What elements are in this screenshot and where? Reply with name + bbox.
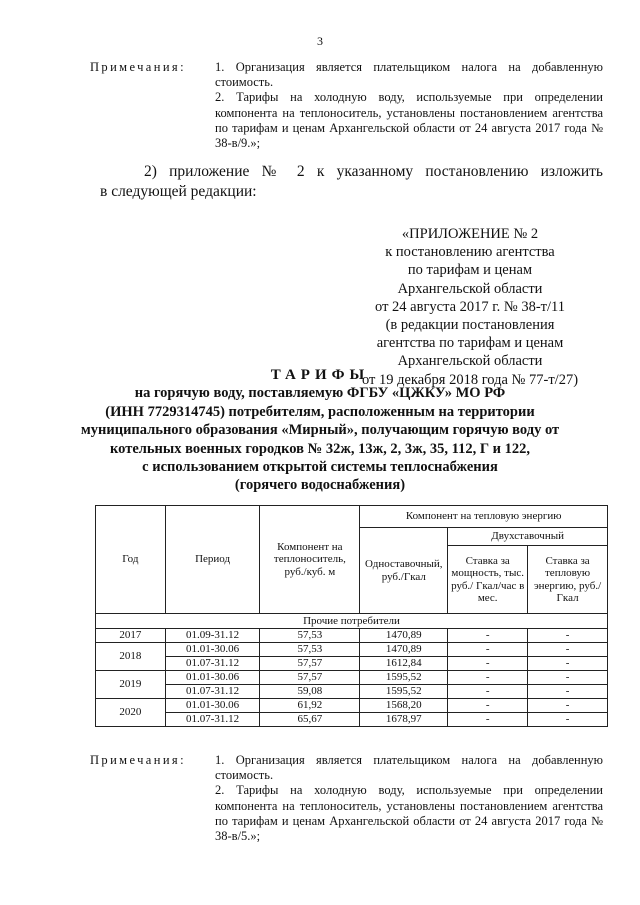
notes-label-top: Примечания: bbox=[90, 60, 186, 74]
header-energy-rate: Ставка за тепловую энергию, руб./Гкал bbox=[528, 546, 608, 614]
cell-energy-rate: - bbox=[528, 671, 608, 685]
header-energy: Компонент на тепловую энергию bbox=[360, 506, 608, 528]
cell-period: 01.07-31.12 bbox=[165, 685, 260, 699]
cell-year: 2019 bbox=[96, 671, 166, 699]
table-row bbox=[96, 643, 608, 657]
amendment-line-1: 2) приложение № 2 к указанному постановлению изложить bbox=[144, 163, 603, 180]
cell-single: 1612,84 bbox=[360, 657, 448, 671]
table-row bbox=[96, 713, 608, 727]
tariffs-table bbox=[95, 505, 608, 727]
table-row bbox=[96, 657, 608, 671]
cell-carrier: 57,53 bbox=[260, 643, 360, 657]
appendix-line: (в редакции постановления bbox=[385, 317, 555, 334]
cell-capacity: - bbox=[448, 671, 528, 685]
cell-energy-rate: - bbox=[528, 643, 608, 657]
header-capacity: Ставка за мощность, тыс. руб./ Гкал/час в мес. bbox=[448, 546, 528, 614]
notes-top bbox=[215, 60, 603, 151]
document-title bbox=[60, 366, 580, 495]
cell-single: 1470,89 bbox=[360, 643, 448, 657]
amendment-line-2: в следующей редакции: bbox=[100, 183, 257, 200]
cell-period: 01.09-31.12 bbox=[165, 629, 260, 643]
cell-year: 2017 bbox=[96, 629, 166, 643]
cell-capacity: - bbox=[448, 713, 528, 727]
appendix-line: от 24 августа 2017 г. № 38-т/11 bbox=[375, 298, 565, 315]
cell-capacity: - bbox=[448, 657, 528, 671]
cell-carrier: 57,57 bbox=[260, 671, 360, 685]
cell-period: 01.07-31.12 bbox=[165, 713, 260, 727]
amendment-item-2 bbox=[100, 162, 603, 202]
cell-single: 1568,20 bbox=[360, 699, 448, 713]
page-number: 3 bbox=[317, 34, 323, 48]
note-item: 1. Организация является плательщиком налога на добавленную стоимость. bbox=[215, 60, 603, 90]
table-row bbox=[96, 685, 608, 699]
cell-carrier: 57,53 bbox=[260, 629, 360, 643]
cell-capacity: - bbox=[448, 685, 528, 699]
appendix-line: по тарифам и ценам bbox=[407, 262, 533, 279]
notes-bottom bbox=[215, 753, 603, 844]
title-line: муниципального образования «Мирный», получающим горячую воду от bbox=[80, 422, 560, 439]
cell-year: 2020 bbox=[96, 699, 166, 727]
cell-energy-rate: - bbox=[528, 657, 608, 671]
header-carrier: Компонент на теплоноситель, руб./куб. м bbox=[260, 506, 360, 614]
note-item: 2. Тарифы на холодную воду, используемые при определении компонента на теплоноситель, установлены постановлением агентства по тарифам и ценам Архангельской области от 24 августа 2017 года № 38-в/9.»; bbox=[215, 90, 603, 151]
title-line: на горячую воду, поставляемую ФГБУ «ЦЖКУ» МО РФ bbox=[134, 385, 506, 402]
cell-energy-rate: - bbox=[528, 713, 608, 727]
section-row: Прочие потребители bbox=[96, 614, 608, 629]
appendix-heading bbox=[340, 225, 600, 389]
cell-carrier: 61,92 bbox=[260, 699, 360, 713]
appendix-line: Архангельской области bbox=[397, 280, 543, 297]
appendix-line: агентства по тарифам и ценам bbox=[376, 335, 564, 352]
appendix-line: от 19 декабря 2018 года № 77-т/27) bbox=[361, 371, 579, 388]
cell-period: 01.01-30.06 bbox=[165, 643, 260, 657]
title-line: с использованием открытой системы теплоснабжения bbox=[142, 459, 498, 476]
note-item: 2. Тарифы на холодную воду, используемые при определении компонента на теплоноситель, установлены постановлением агентства по тарифам и ценам Архангельской области от 24 августа 2017 года № 38-в/5.»; bbox=[215, 783, 603, 844]
header-double: Двухставочный bbox=[448, 528, 608, 546]
cell-capacity: - bbox=[448, 699, 528, 713]
cell-carrier: 65,67 bbox=[260, 713, 360, 727]
cell-period: 01.07-31.12 bbox=[165, 657, 260, 671]
cell-carrier: 57,57 bbox=[260, 657, 360, 671]
appendix-line: к постановлению агентства bbox=[385, 244, 555, 261]
cell-carrier: 59,08 bbox=[260, 685, 360, 699]
cell-capacity: - bbox=[448, 643, 528, 657]
title-heading: ТАРИФЫ bbox=[270, 367, 370, 383]
notes-label-bottom: Примечания: bbox=[90, 753, 186, 767]
table-row bbox=[96, 671, 608, 685]
title-line: котельных военных городков № 32ж, 13ж, 2, 3ж, 35, 112, Г и 122, bbox=[109, 440, 531, 457]
header-period: Период bbox=[165, 506, 260, 614]
cell-period: 01.01-30.06 bbox=[165, 699, 260, 713]
title-line: (горячего водоснабжения) bbox=[234, 477, 406, 494]
note-item: 1. Организация является плательщиком налога на добавленную стоимость. bbox=[215, 753, 603, 783]
cell-single: 1595,52 bbox=[360, 685, 448, 699]
cell-single: 1470,89 bbox=[360, 629, 448, 643]
header-year: Год bbox=[96, 506, 166, 614]
appendix-line: «ПРИЛОЖЕНИЕ № 2 bbox=[401, 226, 539, 242]
title-line: (ИНН 7729314745) потребителям, расположенным на территории bbox=[105, 403, 535, 420]
cell-single: 1678,97 bbox=[360, 713, 448, 727]
appendix-line: Архангельской области bbox=[397, 353, 543, 370]
cell-energy-rate: - bbox=[528, 629, 608, 643]
cell-energy-rate: - bbox=[528, 699, 608, 713]
table-row bbox=[96, 699, 608, 713]
table-row bbox=[96, 629, 608, 643]
cell-energy-rate: - bbox=[528, 685, 608, 699]
header-single: Одноставочный, руб./Гкал bbox=[360, 528, 448, 614]
cell-single: 1595,52 bbox=[360, 671, 448, 685]
cell-capacity: - bbox=[448, 629, 528, 643]
cell-period: 01.01-30.06 bbox=[165, 671, 260, 685]
cell-year: 2018 bbox=[96, 643, 166, 671]
